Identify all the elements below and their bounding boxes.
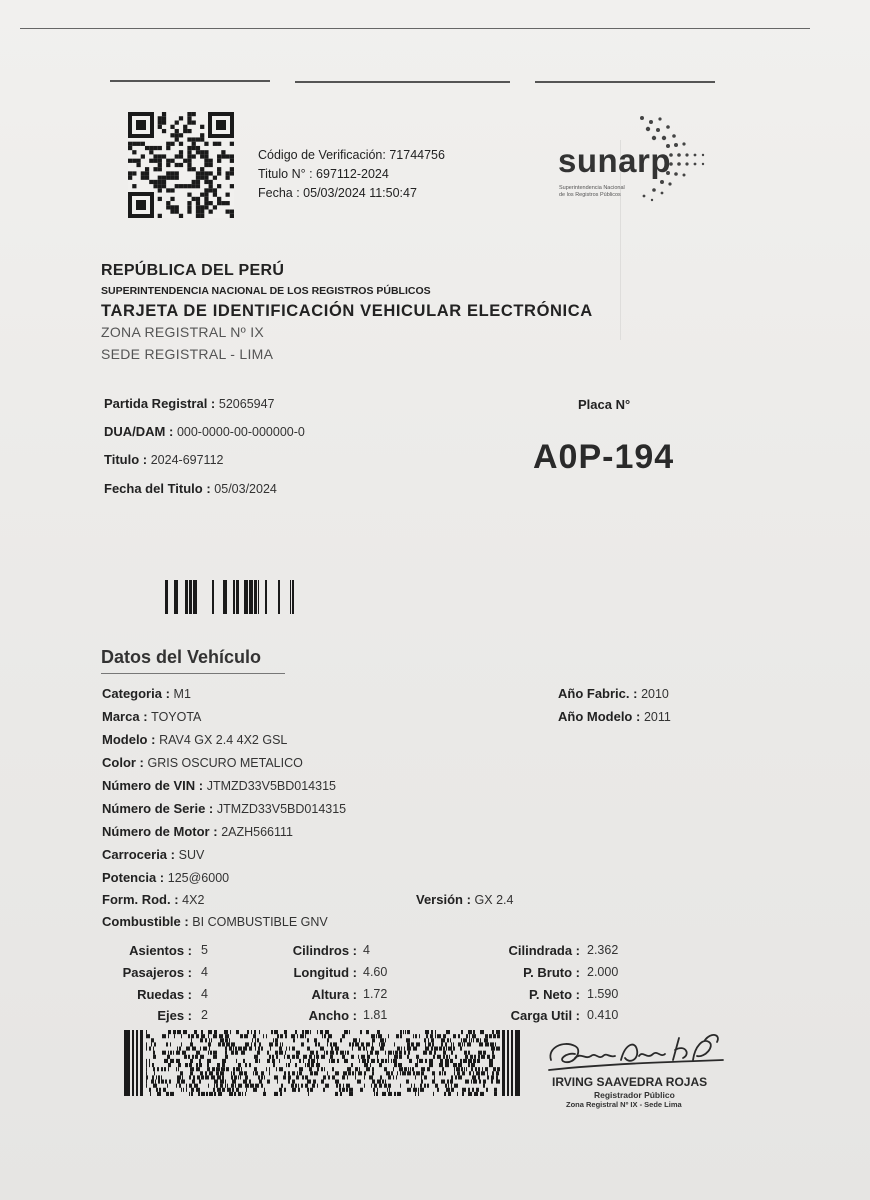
vehicle-section-title: Datos del Vehículo <box>101 647 262 667</box>
potencia-value: 125@6000 <box>167 871 230 885</box>
marca-value: TOYOTA <box>151 710 202 724</box>
logo-wordmark: sunarp <box>558 142 672 179</box>
vin-value: JTMZD33V5BD014315 <box>206 779 336 793</box>
fecha-value: 05/03/2024 <box>214 482 277 496</box>
altura-value: 1.72 <box>363 987 388 1001</box>
longitud-value: 4.60 <box>363 965 388 979</box>
signatory-role: Registrador Público <box>594 1090 675 1100</box>
ancho-value: 1.81 <box>363 1008 388 1022</box>
country-heading: REPÚBLICA DEL PERÚ <box>101 262 285 279</box>
form-rod-value: 4X2 <box>182 893 205 907</box>
qr-code <box>128 112 234 218</box>
sunarp-logo <box>558 112 738 207</box>
marca-label: Marca : <box>102 709 148 724</box>
titulo-label: Titulo : <box>104 452 148 467</box>
ejes-label: Ejes : <box>157 1008 192 1023</box>
fecha-label: Fecha del Titulo : <box>104 481 211 496</box>
modelo-label: Modelo : <box>102 732 156 747</box>
verification-block <box>258 146 445 203</box>
vin-label: Número de VIN : <box>102 778 204 793</box>
anio-fabric-value: 2010 <box>641 687 669 701</box>
zone-heading: ZONA REGISTRAL Nº IX <box>101 324 265 340</box>
carroceria-value: SUV <box>178 848 205 862</box>
color-row <box>102 755 303 770</box>
anio-fabric-label: Año Fabric. : <box>558 686 638 701</box>
ejes-value: 2 <box>201 1008 208 1022</box>
combustible-value: BI COMBUSTIBLE GNV <box>192 915 328 929</box>
dua-row <box>104 424 305 439</box>
potencia-row <box>102 870 229 885</box>
pasajeros-value: 4 <box>201 965 208 979</box>
categoria-label: Categoria : <box>102 686 170 701</box>
motor-label: Número de Motor : <box>102 824 218 839</box>
altura-label: Altura : <box>311 987 357 1002</box>
verification-title: 697112-2024 <box>316 167 389 181</box>
motor-value: 2AZH566111 <box>221 825 293 839</box>
partida-row <box>104 396 275 411</box>
modelo-value: RAV4 GX 2.4 4X2 GSL <box>159 733 288 747</box>
color-value: GRIS OSCURO METALICO <box>147 756 303 770</box>
signatory-office: Zona Registral Nº IX - Sede Lima <box>566 1100 682 1109</box>
top-rule <box>20 28 810 29</box>
seat-heading: SEDE REGISTRAL - LIMA <box>101 346 274 362</box>
serie-value: JTMZD33V5BD014315 <box>216 802 347 816</box>
carga-util-label: Carga Util : <box>510 1008 580 1023</box>
handwritten-signature <box>545 1030 730 1080</box>
motor-row <box>102 824 293 839</box>
anio-modelo-label: Año Modelo : <box>558 709 641 724</box>
color-label: Color : <box>102 755 144 770</box>
header-rule-2 <box>295 81 510 83</box>
asientos-value: 5 <box>201 943 208 957</box>
plate-label: Placa N° <box>578 397 631 412</box>
carroceria-row <box>102 847 204 862</box>
pasajeros-label: Pasajeros : <box>122 965 192 980</box>
verification-code: 71744756 <box>389 148 445 162</box>
carga-util-value: 0.410 <box>587 1008 619 1022</box>
carroceria-label: Carroceria : <box>102 847 175 862</box>
cilindros-value: 4 <box>363 943 370 957</box>
vin-row <box>102 778 336 793</box>
peso-bruto-label: P. Bruto : <box>523 965 580 980</box>
dua-label: DUA/DAM : <box>104 424 174 439</box>
categoria-value: M1 <box>173 687 191 701</box>
document-title: TARJETA DE IDENTIFICACIÓN VEHICULAR ELECTRÓNICA <box>101 302 593 320</box>
form-rod-label: Form. Rod. : <box>102 892 179 907</box>
verification-code-label: Código de Verificación: <box>258 148 386 162</box>
pdf417-barcode <box>124 1030 520 1096</box>
header-rule-1 <box>110 80 270 82</box>
peso-neto-value: 1.590 <box>587 987 619 1001</box>
longitud-label: Longitud : <box>293 965 357 980</box>
ancho-label: Ancho : <box>308 1008 357 1023</box>
peso-bruto-value: 2.000 <box>587 965 619 979</box>
cilindros-label: Cilindros : <box>292 943 357 958</box>
version-row <box>416 892 513 907</box>
signatory-name: IRVING SAAVEDRA ROJAS <box>552 1075 708 1089</box>
verification-title-label: Titulo N° : <box>258 167 313 181</box>
titulo-value: 2024-697112 <box>150 453 224 467</box>
dua-value: 000-0000-00-000000-0 <box>176 425 305 439</box>
serie-row <box>102 801 346 816</box>
show-through-area-2 <box>450 520 850 780</box>
verification-date-label: Fecha : <box>258 186 300 200</box>
version-label: Versión : <box>416 892 471 907</box>
plate-number: A0P-194 <box>533 438 675 476</box>
peso-neto-label: P. Neto : <box>528 987 580 1002</box>
combustible-row <box>102 914 328 929</box>
cilindrada-value: 2.362 <box>587 943 619 957</box>
anio-modelo-row <box>558 709 671 724</box>
titulo-row <box>104 452 223 467</box>
asientos-label: Asientos : <box>129 943 192 958</box>
potencia-label: Potencia : <box>102 870 165 885</box>
logo-tagline-1: Superintendencia Nacional <box>559 185 625 191</box>
combustible-label: Combustible : <box>102 914 189 929</box>
anio-fabric-row <box>558 686 669 701</box>
logo-tagline-2: de los Registros Públicos <box>559 192 621 198</box>
small-barcode <box>165 580 297 614</box>
ruedas-value: 4 <box>201 987 208 1001</box>
partida-label: Partida Registral : <box>104 396 216 411</box>
verification-date: 05/03/2024 11:50:47 <box>303 186 417 200</box>
fecha-row <box>104 481 277 496</box>
modelo-row <box>102 732 287 747</box>
cilindrada-label: Cilindrada : <box>508 943 580 958</box>
agency-heading: SUPERINTENDENCIA NACIONAL DE LOS REGISTROS PÚBLICOS <box>101 285 431 297</box>
form-rod-row <box>102 892 204 907</box>
header-rule-3 <box>535 81 715 83</box>
categoria-row <box>102 686 191 701</box>
marca-row <box>102 709 201 724</box>
serie-label: Número de Serie : <box>102 801 214 816</box>
partida-value: 52065947 <box>218 397 275 411</box>
ruedas-label: Ruedas : <box>137 987 192 1002</box>
section-underline <box>101 673 285 674</box>
version-value: GX 2.4 <box>474 893 514 907</box>
anio-modelo-value: 2011 <box>643 710 671 724</box>
